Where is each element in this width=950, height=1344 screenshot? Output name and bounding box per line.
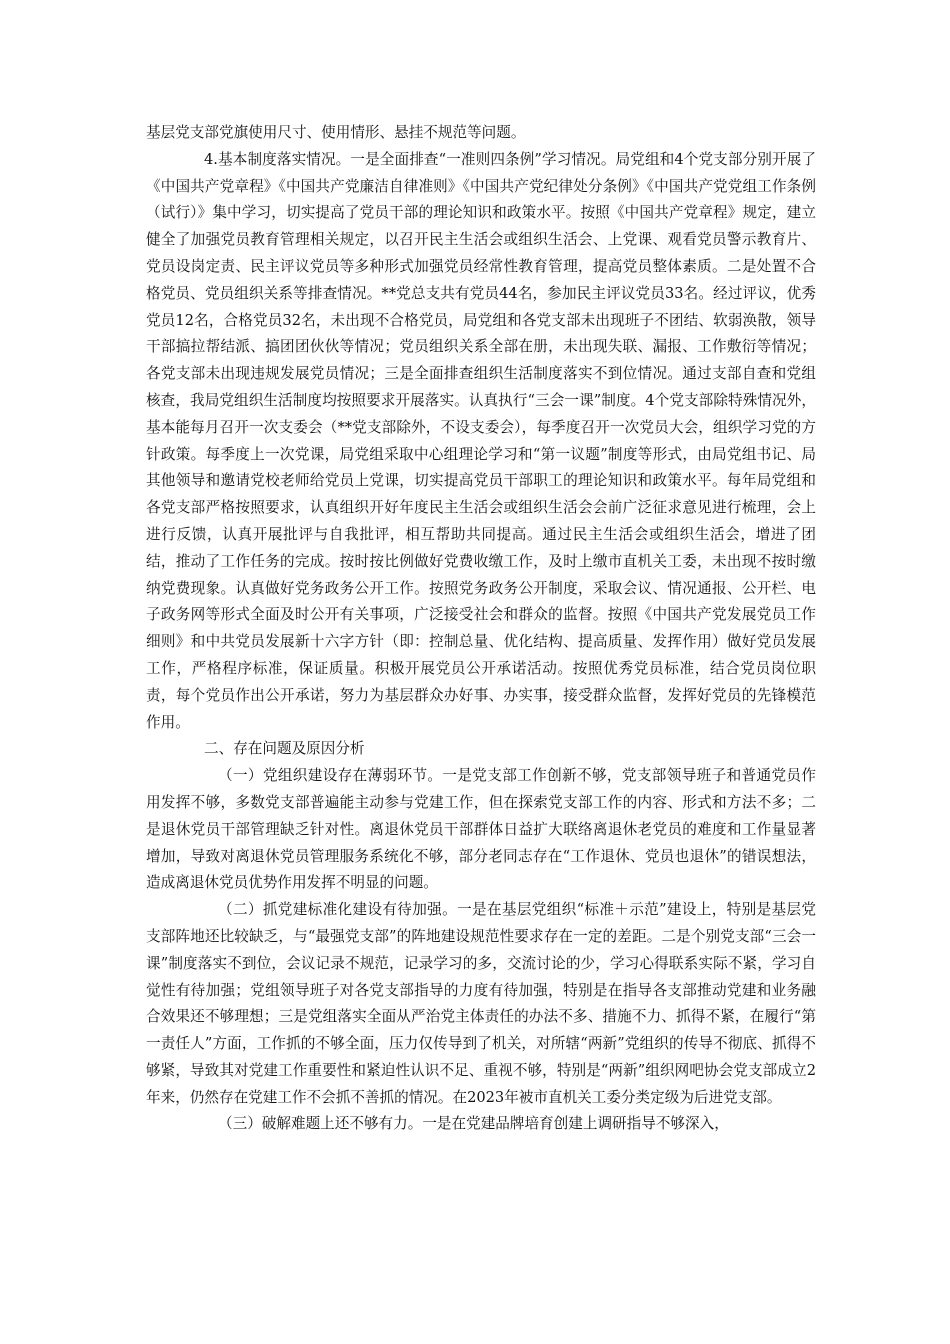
paragraph-problem-3: （三）破解难题上还不够有力。一是在党建品牌培育创建上调研指导不够深入， [218, 1115, 729, 1133]
document-page [146, 120, 816, 1138]
paragraph-problem-1: （一）党组织建设存在薄弱环节。一是党支部工作创新不够，党支部领导班子和普通党员作用发挥不够，多数党支部普遍能主动参与党建工作，但在探索党支部工作的内容、形式和方法不多；二是退休党员干部管理缺乏针对性。离退休党员干部群体日益扩大联络离退休老党员的难度和工作量显著增加，导致对离退休党员管理服务系统化不够，部分老同志存在“工作退休、党员也退休”的错误想法，造成离退休党员优势作用发挥不明显的问题。 [146, 767, 816, 892]
paragraph-continuation: 基层党支部党旗使用尺寸、使用情形、悬挂不规范等问题。 [146, 124, 526, 141]
paragraph-problem-2: （二）抓党建标准化建设有待加强。一是在基层党组织“标准＋示范”建设上，特别是基层党支部阵地还比较缺乏，与“最强党支部”的阵地建设规范性要求存在一定的差距。二是个别党支部“三会一课”制度落实不到位，会议记录不规范，记录学习的多，交流讨论的少，学习心得联系实际不紧，学习自觉性有待加强；党组领导班子对各党支部指导的力度有待加强，特别是在指导各支部推动党建和业务融合效果还不够理想；三是党组落实全面从严治党主体责任的办法不多、措施不力、抓得不紧，在履行“第一责任人”方面，工作抓的不够全面，压力仅传导到了机关，对所辖“两新”党组织的传导不彻底、抓得不够紧，导致其对党建工作重要性和紧迫性认识不足、重视不够，特别是“两新”组织网吧协会党支部成立2年来，仍然存在党建工作不会抓不善抓的情况。在2023年被市直机关工委分类定级为后进党支部。 [146, 901, 816, 1106]
paragraph-basic-system: 4.基本制度落实情况。一是全面排查“一准则四条例”学习情况。局党组和4个党支部分别开展了《中国共产党章程》《中国共产党廉洁自律准则》《中国共产党纪律处分条例》《中国共产党党组工作条例（试行）》集中学习，切实提高了党员干部的理论知识和政策水平。按照《中国共产党章程》规定，建立健全了加强党员教育管理相关规定，以召开民主生活会或组织生活会、上党课、观看党员警示教育片、党员设岗定责、民主评议党员等多种形式加强党员经常性教育管理，提高党员整体素质。二是处置不合格党员、党员组织关系等排查情况。**党总支共有党员44名，参加民主评议党员33名。经过评议，优秀党员12名，合格党员32名，未出现不合格党员，局党组和各党支部未出现班子不团结、软弱涣散，领导干部搞拉帮结派、搞团团伙伙等情况；党员组织关系全部在册，未出现失联、漏报、工作敷衍等情况；各党支部未出现违规发展党员情况；三是全面排查组织生活制度落实不到位情况。通过支部自查和党组核查，我局党组织生活制度均按照要求开展落实。认真执行“三会一课”制度。4个党支部除特殊情况外，基本能每月召开一次支委会（**党支部除外，不设支委会），每季度召开一次党员大会，组织学习党的方针政策。每季度上一次党课，局党组采取中心组理论学习和“第一议题”制度等形式，由局党组书记、局其他领导和邀请党校老师给党员上党课，切实提高党员干部职工的理论知识和政策水平。每年局党组和各党支部严格按照要求，认真组织开好年度民主生活会或组织生活会会前广泛征求意见进行梳理，会上进行反馈，认真开展批评与自我批评，相互帮助共同提高。通过民主生活会或组织生活会，增进了团结，推动了工作任务的完成。按时按比例做好党费收缴工作，及时上缴市直机关工委，未出现不按时缴纳党费现象。认真做好党务政务公开工作。按照党务政务公开制度，采取会议、情况通报、公开栏、电子政务网等形式全面及时公开有关事项，广泛接受社会和群众的监督。按照《中国共产党发展党员工作细则》和中共党员发展新十六字方针（即：控制总量、优化结构、提高质量、发挥作用）做好党员发展工作，严格程序标准，保证质量。积极开展党员公开承诺活动。按照优秀党员标准，结合党员岗位职责，每个党员作出公开承诺，努力为基层群众办好事、办实事，接受群众监督，发挥好党员的先锋模范作用。 [146, 150, 816, 731]
section-heading-problems: 二、存在问题及原因分析 [204, 740, 365, 758]
